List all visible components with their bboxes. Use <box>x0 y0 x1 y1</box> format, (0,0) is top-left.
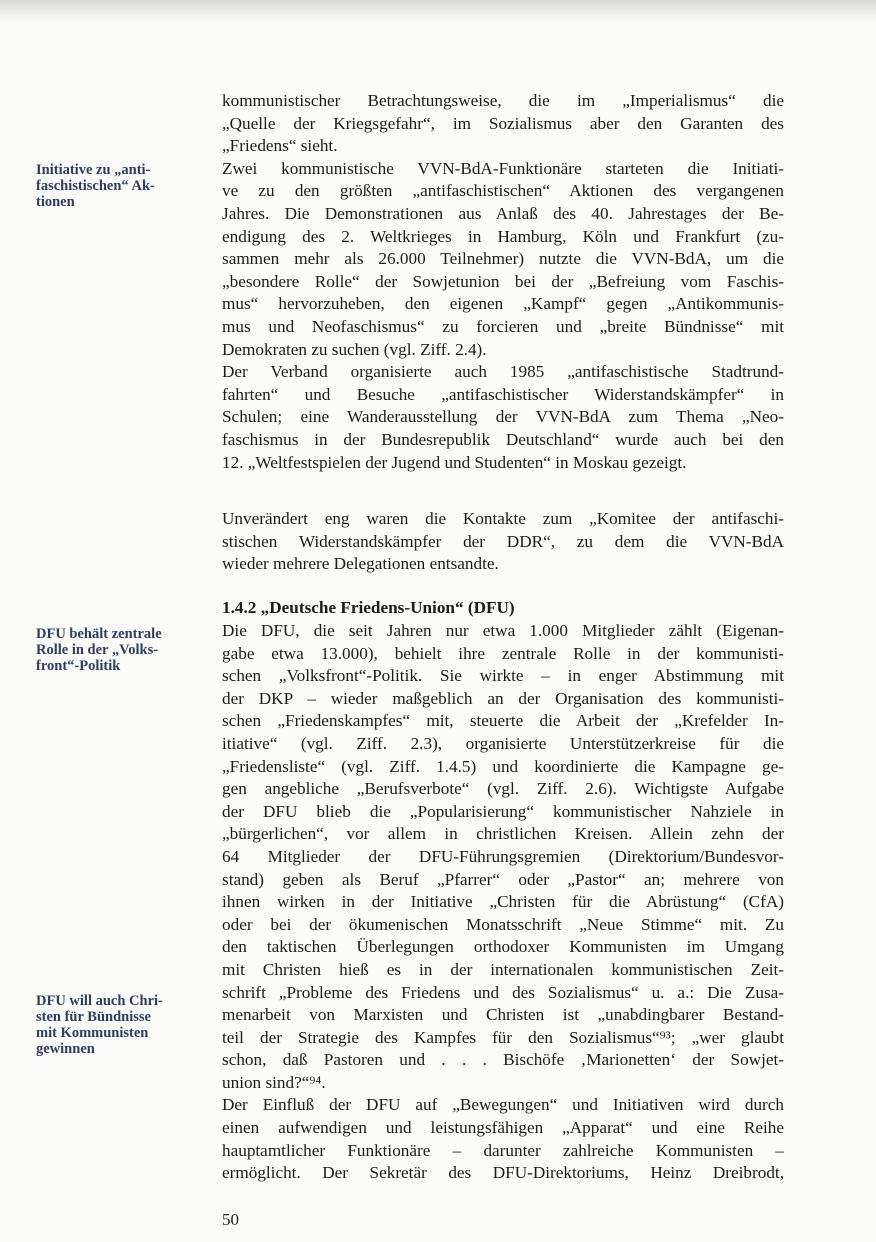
margin-note-line: front“-Politik <box>36 658 121 674</box>
text-line: stischen Widerstandskämpfer der DDR“, zu dem die VVN-BdA <box>222 531 784 551</box>
text-line: ihnen wirken in der Initiative „Christen für die Abrüstung“ (CfA) <box>222 892 784 912</box>
text-line: endigung des 2. Weltkrieges in Hamburg, Köln und Frankfurt (zu- <box>222 226 784 246</box>
paragraph-block-kontakte <box>222 508 784 576</box>
text-line: Demokraten zu suchen (vgl. Ziff. 2.4). <box>222 339 487 359</box>
text-line: 12. „Weltfestspielen der Jugend und Studenten“ in Moskau gezeigt. <box>222 452 687 472</box>
text-line: oder bei der ökumenischen Monatsschrift „Neue Stimme“ mit. Zu <box>222 914 784 934</box>
section-heading-dfu <box>222 597 784 620</box>
text-line: der DKP – wieder maßgeblich an der Organisation des kommunisti- <box>222 688 784 708</box>
text-line: Die DFU, die seit Jahren nur etwa 1.000 Mitglieder zählt (Eigenan- <box>222 621 784 640</box>
margin-note-line: faschistischen“ Ak- <box>36 178 155 194</box>
text-line: „besondere Rolle“ der Sowjetunion bei der „Befreiung vom Faschis- <box>222 271 784 291</box>
text-line: union sind?“⁹⁴. <box>222 1072 326 1092</box>
margin-note-line: Initiative zu „anti- <box>36 162 151 178</box>
text-line: einen aufwendigen und leistungsfähigen „Apparat“ und eine Reihe <box>222 1118 784 1138</box>
text-line: „Friedens“ sieht. <box>222 136 338 156</box>
text-line: Der Verband organisierte auch 1985 „antifaschistische Stadtrund- <box>222 362 784 382</box>
text-line: ve zu den größten „antifaschistischen“ Aktionen des vergangenen <box>222 181 784 201</box>
text-line: stand) geben als Beruf „Pfarrer“ oder „Pastor“ an; mehrere von <box>222 869 784 889</box>
margin-note-initiative <box>36 162 196 210</box>
margin-note-line: gewinnen <box>36 1041 95 1057</box>
text-line: gen angebliche „Berufsverbote“ (vgl. Ziff. 2.6). Wichtigste Aufgabe <box>222 779 784 799</box>
text-line: itiative“ (vgl. Ziff. 2.3), organisierte Unterstützerkreise für die <box>222 733 784 753</box>
text-line: mus“ hervorzuheben, den eigenen „Kampf“ gegen „Antikommunis- <box>222 294 784 314</box>
margin-note-dfu-rolle <box>36 626 196 674</box>
text-line: fahrten“ und Besuche „antifaschistischer Widerstandskämpfer“ in <box>222 384 784 404</box>
text-line: Zwei kommunistische VVN-BdA-Funktionäre starteten die Initiati- <box>222 158 784 178</box>
text-line: faschismus in der Bundesrepublik Deutschland“ wurde auch bei den <box>222 429 784 449</box>
text-line: teil der Strategie des Kampfes für den Sozialismus“⁹³; „wer glaubt <box>222 1027 784 1047</box>
paragraph-block-dfu <box>222 620 784 1185</box>
text-line: sammen mehr als 26.000 Teilnehmer) nutzte die VVN-BdA, um die <box>222 249 784 269</box>
text-line: gabe etwa 13.000), behielt ihre zentrale Rolle in der kommunisti- <box>222 643 784 663</box>
margin-note-line: Rolle in der „Volks- <box>36 642 159 658</box>
text-line: schrift „Probleme des Friedens und des Sozialismus“ u. a.: Die Zusa- <box>222 982 784 1002</box>
text-line: „bürgerlichen“, vor allem in christlichen Kreisen. Allein zehn der <box>222 824 784 844</box>
text-line: den taktischen Überlegungen orthodoxer Kommunisten im Umgang <box>222 937 784 957</box>
margin-note-line: sten für Bündnisse <box>36 1009 151 1025</box>
text-line: Schulen; eine Wanderausstellung der VVN-BdA zum Thema „Neo- <box>222 407 784 427</box>
page-number: 50 <box>222 1210 239 1229</box>
text-line: mit Christen hieß es in der internationalen kommunistischen Zeit- <box>222 959 784 979</box>
text-line: schon, daß Pastoren und . . . Bischöfe ‚Marionetten‘ der Sowjet- <box>222 1050 784 1070</box>
margin-note-line: DFU behält zentrale <box>36 626 162 642</box>
margin-note-dfu-christen <box>36 993 196 1057</box>
scan-shadow <box>0 0 876 26</box>
text-line: mus und Neofaschismus“ zu forcieren und „breite Bündnisse“ mit <box>222 316 784 336</box>
margin-note-line: mit Kommunisten <box>36 1025 149 1041</box>
text-line: schen „Volksfront“-Politik. Sie wirkte – in enger Abstimmung mit <box>222 666 784 686</box>
text-line: 64 Mitglieder der DFU-Führungsgremien (Direktorium/Bundesvor- <box>222 846 784 866</box>
paragraph-block-vvn <box>222 90 784 474</box>
section-heading: 1.4.2 „Deutsche Friedens-Union“ (DFU) <box>222 598 515 617</box>
margin-note-line: DFU will auch Chri- <box>36 993 163 1009</box>
text-line: der DFU blieb die „Popularisierung“ kommunistischer Nahziele in <box>222 801 784 821</box>
text-line: schen „Friedenskampfes“ mit, steuerte die Arbeit der „Krefelder In- <box>222 711 784 731</box>
margin-note-line: tionen <box>36 194 75 210</box>
text-line: „Quelle der Kriegsgefahr“, im Sozialismus aber den Garanten des <box>222 113 784 133</box>
text-line: ermöglicht. Der Sekretär des DFU-Direktoriums, Heinz Dreibrodt, <box>222 1163 784 1183</box>
text-line: kommunistischer Betrachtungsweise, die im „Imperialismus“ die <box>222 91 784 110</box>
text-line: menarbeit von Marxisten und Christen ist „unabdingbarer Bestand- <box>222 1005 784 1025</box>
text-line: wieder mehrere Delegationen entsandte. <box>222 554 499 574</box>
text-line: hauptamtlicher Funktionäre – darunter zahlreiche Kommunisten – <box>222 1140 784 1160</box>
text-line: Der Einfluß der DFU auf „Bewegungen“ und Initiativen wird durch <box>222 1095 784 1115</box>
text-line: Unverändert eng waren die Kontakte zum „Komitee der antifaschi- <box>222 509 784 528</box>
text-line: „Friedensliste“ (vgl. Ziff. 1.4.5) und koordinierte die Kampagne ge- <box>222 756 784 776</box>
text-line: Jahres. Die Demonstrationen aus Anlaß des 40. Jahrestages der Be- <box>222 203 784 223</box>
